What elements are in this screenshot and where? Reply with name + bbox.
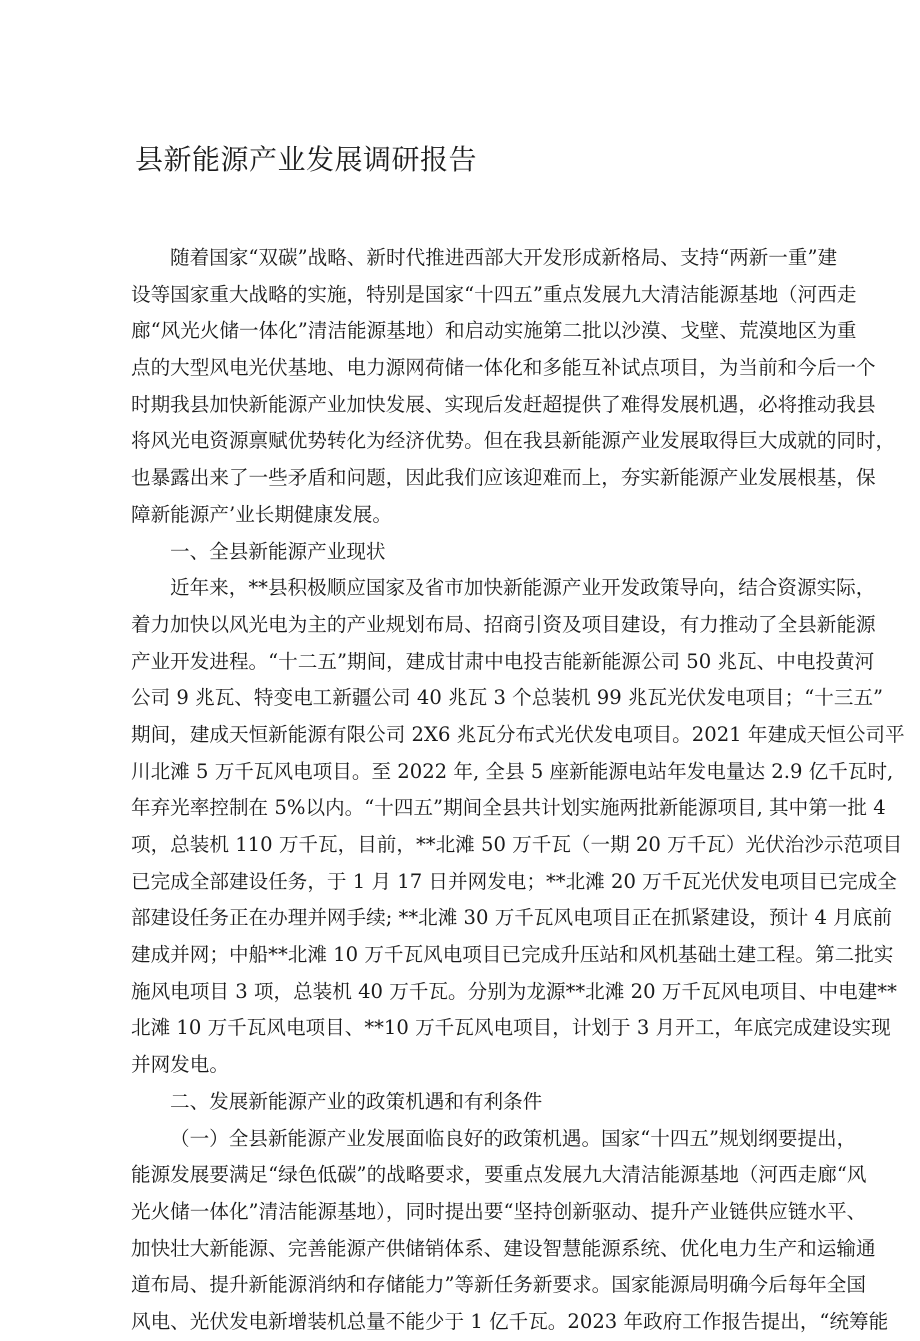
section2-paragraph [131,1121,889,1341]
paragraph-line: 廊“风光火储一体化”清洁能源基地）和启动实施第二批以沙漠、戈壁、荒漠地区为重 [131,319,857,343]
paragraph-line: 期间，建成天恒新能源有限公司 2X6 兆瓦分布式光伏发电项目。2021 年建成天恒公司平 [131,722,905,746]
paragraph-line: 北滩 10 万千瓦风电项目、**10 万千瓦风电项目，计划于 3 月开工，年底完成建设实现 [131,1016,891,1040]
paragraph-line: 点的大型风电光伏基地、电力源网荷储一体化和多能互补试点项目，为当前和今后一个 [131,356,876,380]
paragraph-line: 建成并网；中船**北滩 10 万千瓦风电项目已完成升压站和风机基础土建工程。第二批实 [131,943,894,967]
paragraph-line: 部建设任务正在办理并网手续; **北滩 30 万千瓦风电项目正在抓紧建设，预计 4 月底前 [131,906,892,930]
paragraph-line: 产业开发进程。“十二五”期间，建成甘肃中电投吉能新能源公司 50 兆瓦、中电投黄河 [131,649,875,673]
document-body [131,240,905,1341]
paragraph-line: 加快壮大新能源、完善能源产供储销体系、建设智慧能源系统、优化电力生产和运输通 [131,1236,876,1260]
paragraph-line: 时期我县加快新能源产业加快发展、实现后发赶超提供了难得发展机遇，必将推动我县 [131,392,876,416]
paragraph-line: 着力加快以风光电为主的产业规划布局、招商引资及项目建设，有力推动了全县新能源 [131,612,876,636]
section-heading-1: 一、全县新能源产业现状 [170,539,386,563]
section-heading-2: 二、发展新能源产业的政策机遇和有利条件 [170,1089,543,1113]
intro-paragraph [131,240,896,534]
paragraph-line: 项，总装机 110 万千瓦，目前，**北滩 50 万千瓦（一期 20 万千瓦）光伏治沙示范项目 [131,833,903,856]
paragraph-line: 川北滩 5 万千瓦风电项目。至 2022 年, 全县 5 座新能源电站年发电量达 2.9 亿千瓦时, [131,759,894,783]
paragraph-line: 设等国家重大战略的实施，特别是国家“十四五”重点发展九大清洁能源基地（河西走 [131,282,857,306]
paragraph-line: 风电、光伏发电新增装机总量不能少于 1 亿千瓦。2023 年政府工作报告提出，“统筹能 [131,1309,889,1333]
paragraph-line: 能源发展要满足“绿色低碳”的战略要求，要重点发展九大清洁能源基地（河西走廊“风 [131,1163,867,1187]
paragraph-line: （一）全县新能源产业发展面临良好的政策机遇。国家“十四五”规划纲要提出， [170,1126,857,1150]
paragraph-line: 年弃光率控制在 5%以内。“十四五”期间全县共计划实施两批新能源项目, 其中第一批 4 [131,796,886,820]
paragraph-line: 也暴露出来了一些矛盾和问题，因此我们应该迎难而上，夯实新能源产业发展根基，保 [131,466,876,490]
section1-paragraph [131,570,905,1084]
paragraph-line: 将风光电资源禀赋优势转化为经济优势。但在我县新能源产业发展取得巨大成就的同时， [131,429,896,453]
paragraph-line: 近年来，**县积极顺应国家及省市加快新能源产业开发政策导向，结合资源实际， [170,576,876,600]
paragraph-line: 施风电项目 3 项，总装机 40 万千瓦。分别为龙源**北滩 20 万千瓦风电项目、中电建** [131,979,897,1003]
paragraph-line: 障新能源产’业长期健康发展。 [131,502,392,526]
document-title: 县新能源产业发展调研报告 [135,143,478,176]
paragraph-line: 并网发电。 [131,1053,229,1077]
paragraph-line: 道布局、提升新能源消纳和存储能力”等新任务新要求。国家能源局明确今后每年全国 [131,1273,866,1297]
paragraph-line: 光火储一体化”清洁能源基地），同时提出要“坚持创新驱动、提升产业链供应链水平、 [131,1199,867,1223]
paragraph-line: 随着国家“双碳”战略、新时代推进西部大开发形成新格局、支持“两新一重”建 [170,246,838,269]
paragraph-line: 公司 9 兆瓦、特变电工新疆公司 40 兆瓦 3 个总装机 99 兆瓦光伏发电项目；“十三五” [131,686,884,710]
paragraph-line: 已完成全部建设任务，于 1 月 17 日并网发电；**北滩 20 万千瓦光伏发电项目已完成全 [131,869,897,893]
